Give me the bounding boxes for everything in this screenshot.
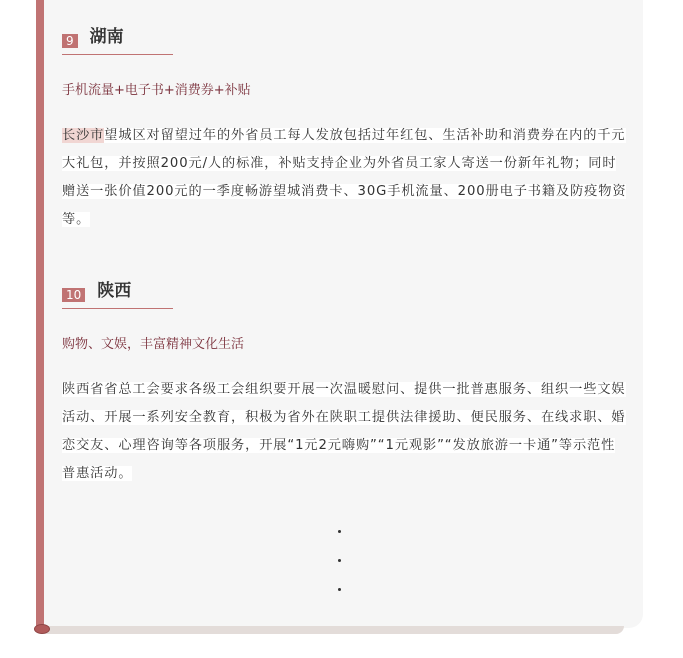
- section-title: 湖南: [89, 27, 124, 47]
- section-heading: [62, 274, 630, 302]
- card-shadow: [40, 626, 624, 634]
- section-number: 9: [62, 34, 78, 48]
- dot: [338, 588, 341, 591]
- paragraph-text: 陕西省省总工会要求各级工会组织要开展一次温暖慰问、提供一批普惠服务、组织一些文娱活动、开展一系列安全教育，积极为省外在陕职工提供法律援助、便民服务、在线求职、婚恋交友、心理咨询等各项服务，开展“1元2元嗨购”“1元观影”“发放旅游一卡通”等示范性普惠活动。: [62, 382, 626, 481]
- section-paragraph: [62, 122, 628, 234]
- dot: [338, 530, 341, 533]
- separator-dots: [338, 530, 348, 617]
- dot: [338, 559, 341, 562]
- section-shaanxi: [62, 274, 630, 488]
- section-title: 陕西: [97, 281, 132, 301]
- accent-bar-cap: [34, 624, 50, 634]
- section-heading: [62, 20, 630, 48]
- heading-underline: [62, 54, 173, 55]
- section-subtitle: 购物、文娱，丰富精神文化生活: [62, 337, 245, 352]
- section-number: 10: [62, 288, 85, 302]
- heading-underline: [62, 308, 173, 309]
- section-subtitle: 手机流量+电子书+消费券+补贴: [62, 83, 251, 98]
- section-hunan: [62, 20, 630, 234]
- section-paragraph: [62, 376, 628, 488]
- left-accent-bar: [36, 0, 44, 628]
- paragraph-text: 望城区对留望过年的外省员工每人发放包括过年红包、生活补助和消费券在内的千元大礼包，并按照200元/人的标准，补贴支持企业为外省员工家人寄送一份新年礼物；同时赠送一张价值200元的一季度畅游望城消费卡、30G手机流量、200册电子书籍及防疫物资等。: [62, 128, 627, 227]
- highlighted-text: 长沙市: [62, 128, 105, 143]
